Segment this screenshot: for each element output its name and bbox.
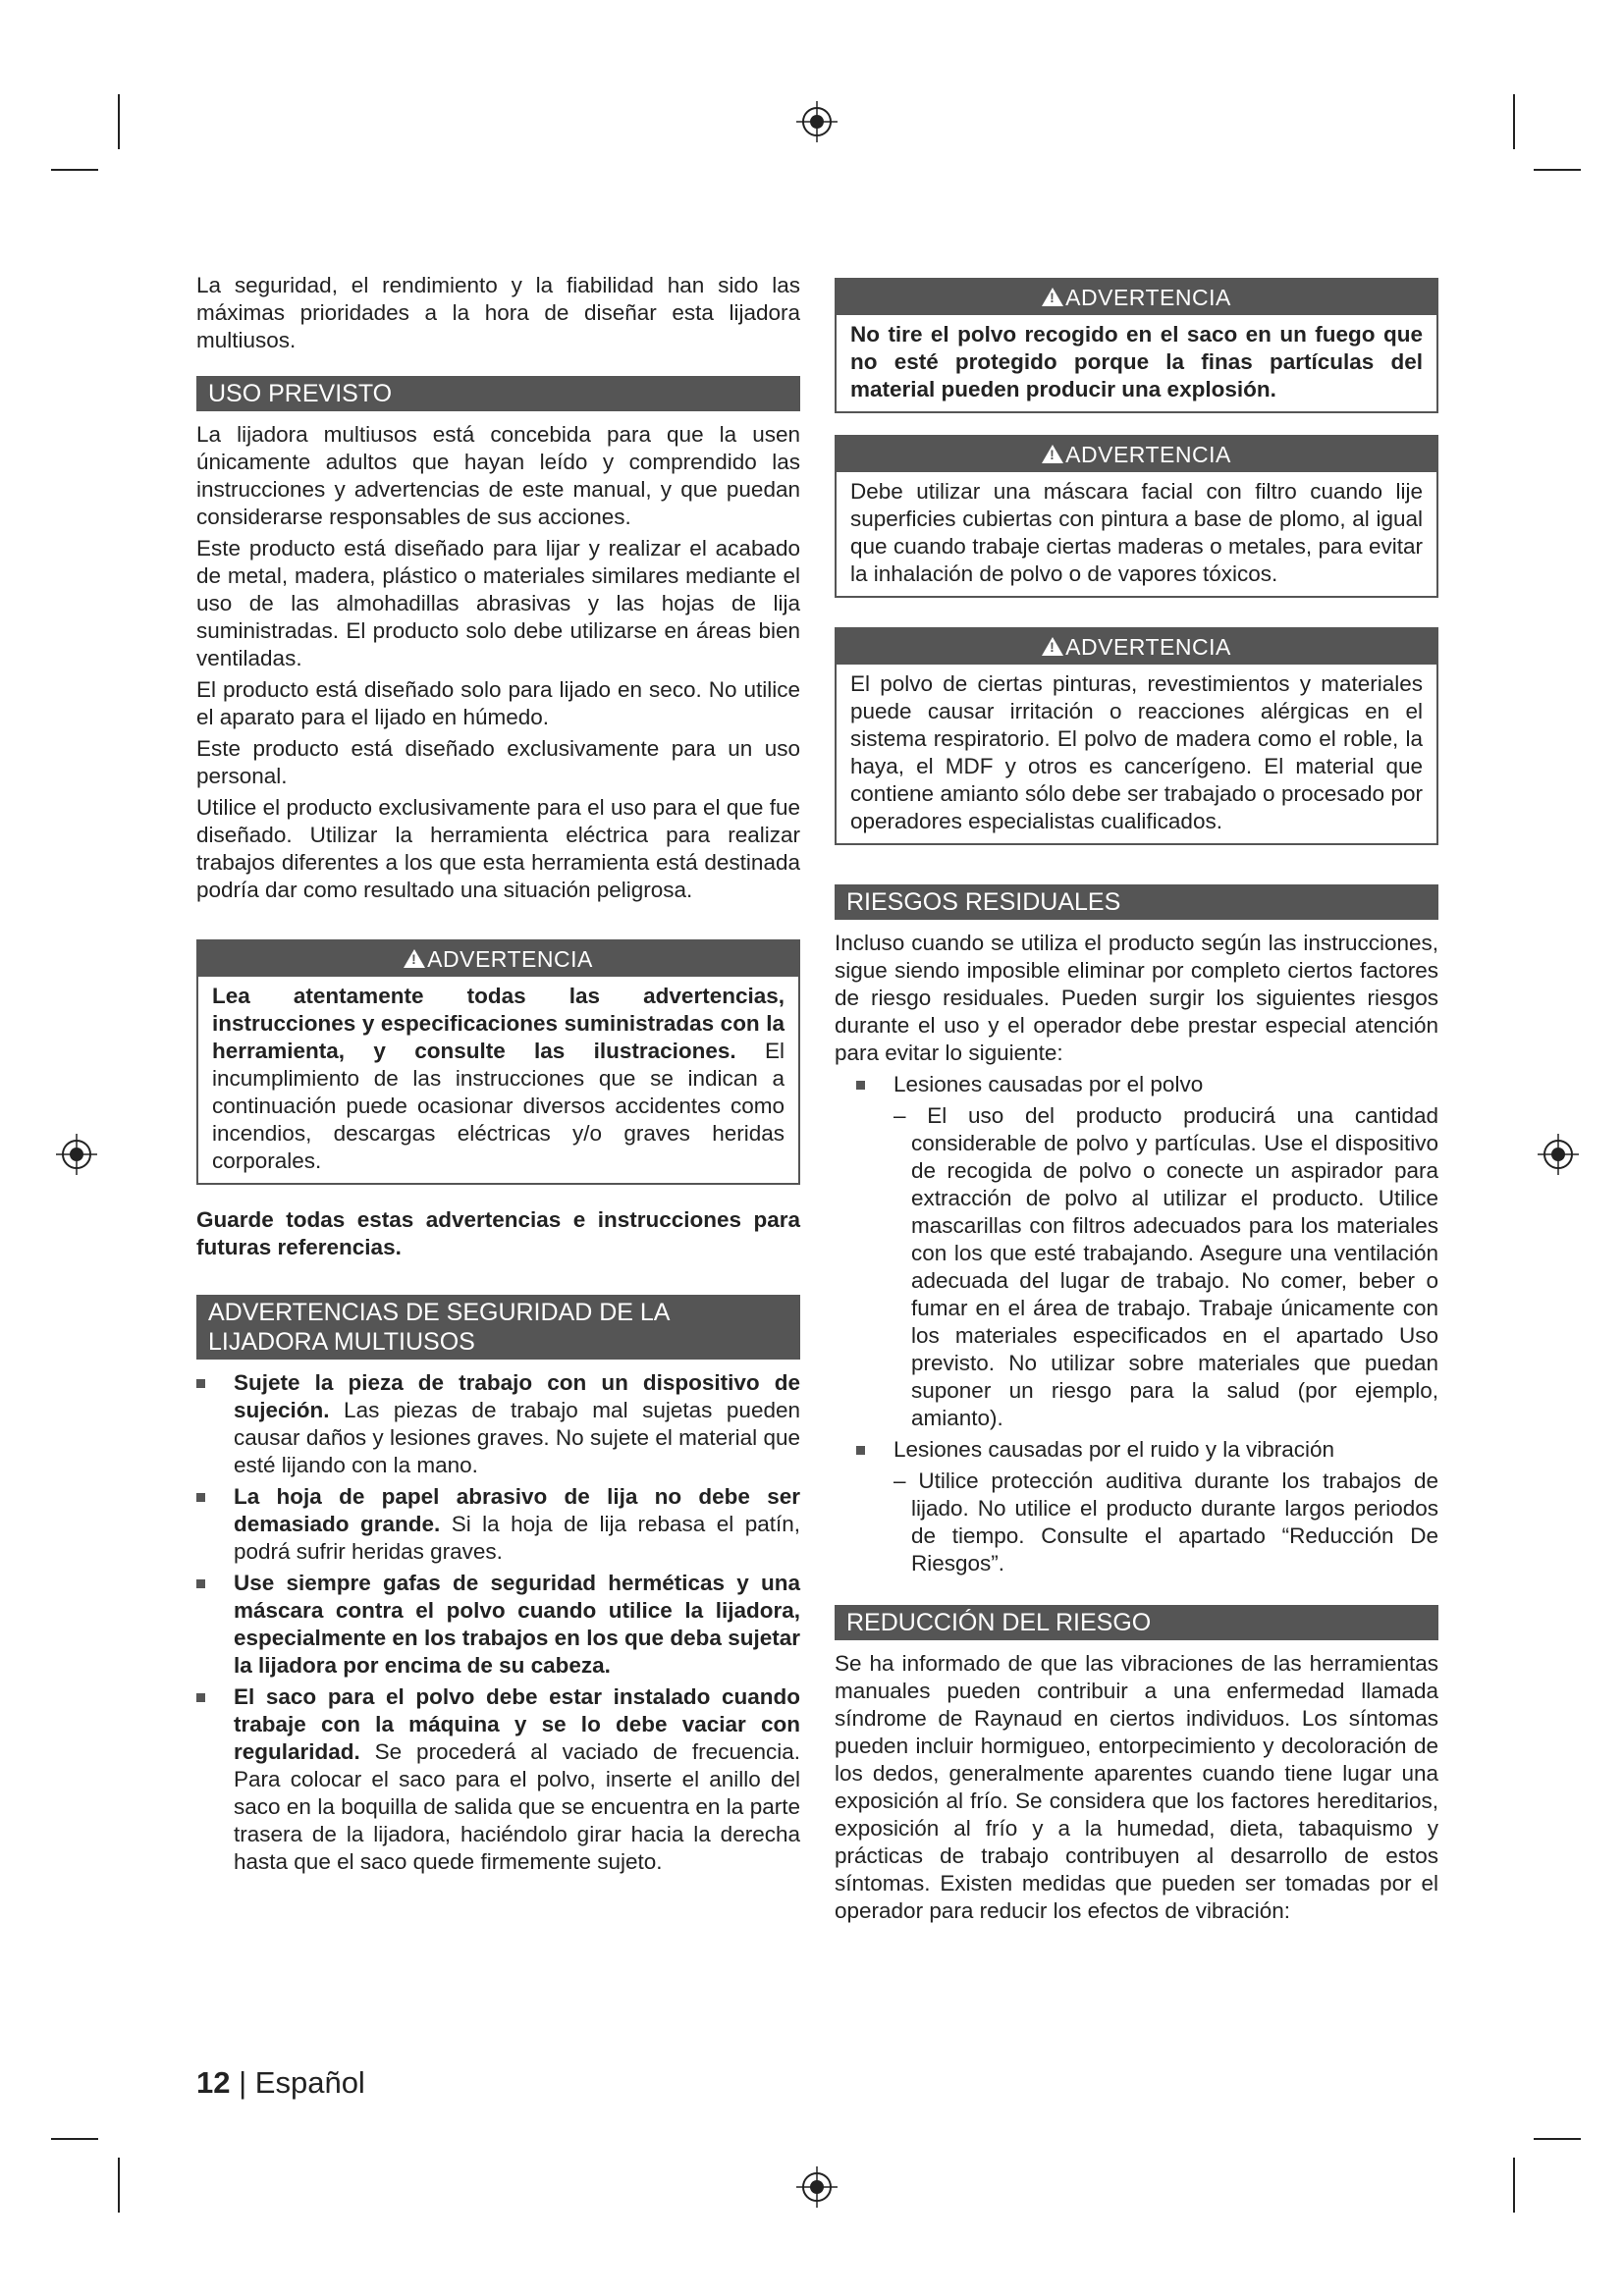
bullet-square-icon xyxy=(196,1693,205,1702)
bullet-square-icon xyxy=(196,1379,205,1388)
section-heading-reduccion-riesgo: REDUCCIÓN DEL RIESGO xyxy=(835,1605,1438,1640)
riesgos-intro: Incluso cuando se utiliza el producto según las instrucciones, sigue siendo imposible eliminar por completo ciertos factores de riesgo residuales. Pueden surgir los siguientes riesgos durante el uso y el operador debe prestar especial atención para evitar lo siguiente: xyxy=(835,931,1438,1065)
crop-mark-bottom-left-h xyxy=(51,2138,98,2140)
intro-paragraph: La seguridad, el rendimiento y la fiabilidad han sido las máximas prioridades a la hora de diseñar esta lijadora multiusos. xyxy=(196,273,800,352)
crop-mark-top-right-v xyxy=(1513,94,1515,149)
crop-mark-bottom-right-v xyxy=(1513,2158,1515,2213)
registration-mark-bottom-icon xyxy=(794,2164,839,2210)
uso-previsto-paragraph: Utilice el producto exclusivamente para el uso para el que fue diseñado. Utilizar la herramienta eléctrica para realizar trabajos diferentes a los que esta herramienta está destinada podría dar como resultado una situación peligrosa. xyxy=(196,795,800,902)
registration-mark-top-icon xyxy=(794,99,839,144)
registration-mark-left-icon xyxy=(54,1132,99,1177)
right-column xyxy=(835,278,1438,1929)
page-number: 12 xyxy=(196,2065,231,2100)
crop-mark-top-left-v xyxy=(118,94,120,149)
warning-box-main xyxy=(196,939,800,1185)
uso-previsto-paragraph: Este producto está diseñado exclusivamente para un uso personal. xyxy=(196,736,800,788)
warning-box-mask xyxy=(835,435,1438,598)
risk-detail: – El uso del producto producirá una cantidad considerable de polvo y partículas. Use el dispositivo de recogida de polvo o conecte un aspirador para extracción de polvo al utilizar el producto. Utilice mascarillas con filtros adecuados para los materiales con los que esté trabajando. Asegure una ventilación adecuada del lugar de trabajo. No comer, beber o fumar en el área de trabajo. Trabaje únicamente con los materiales especificados en el apartado Uso previsto. No utilizar sobre materiales que puedan suponer un riesgo para la salud (por ejemplo, amianto). xyxy=(893,1103,1438,1430)
uso-previsto-paragraph: Este producto está diseñado para lijar y realizar el acabado de metal, madera, plástico o materiales similares mediante el uso de las almohadillas abrasivas y las hojas de lija suministradas. El producto solo debe utilizarse en áreas bien ventiladas. xyxy=(196,536,800,670)
crop-mark-bottom-right-h xyxy=(1534,2138,1581,2140)
warning-title: !ADVERTENCIA xyxy=(837,629,1436,665)
warning-box-dust xyxy=(835,627,1438,845)
uso-previsto-paragraph: La lijadora multiusos está concebida para que la usen únicamente adultos que hayan leído y comprendido las instrucciones y advertencias de este manual, y que puedan considerarse responsables de sus acciones. xyxy=(196,422,800,529)
section-heading-uso-previsto: USO PREVISTO xyxy=(196,376,800,411)
warning-bold-text: Lea atentamente todas las advertencias, instrucciones y especificaciones suministradas con la herramienta, y consulte las ilustraciones. xyxy=(212,984,785,1063)
safety-list-item: La hoja de papel abrasivo de lija no debe ser demasiado grande. Si la hoja de lija rebasa el patín, podrá sufrir heridas graves. xyxy=(196,1483,800,1566)
warning-title: !ADVERTENCIA xyxy=(837,437,1436,472)
footer-language: Español xyxy=(254,2065,365,2100)
bullet-square-icon xyxy=(196,1579,205,1588)
risk-list-item: Lesiones causadas por el ruido y la vibración xyxy=(856,1436,1438,1464)
warning-body xyxy=(198,977,798,1183)
section-heading-riesgos-residuales: RIESGOS RESIDUALES xyxy=(835,884,1438,920)
left-column xyxy=(196,272,800,1880)
risk-list-item: Lesiones causadas por el polvo xyxy=(856,1071,1438,1098)
footer-separator: | xyxy=(239,2065,247,2100)
warning-triangle-icon xyxy=(404,949,425,968)
warning-bold-text: No tire el polvo recogido en el saco en un fuego que no esté protegido porque la finas partículas del material pueden producir una explosión. xyxy=(850,322,1423,401)
warning-text: El polvo de ciertas pinturas, revestimientos y materiales puede causar irritación o reacciones alérgicas en el sistema respiratorio. El polvo de madera como el roble, la haya, el MDF y otros es cancerígeno. El material que contiene amianto sólo debe ser trabajado o procesado por operadores especialistas cualificados. xyxy=(850,671,1423,833)
risk-detail: – Utilice protección auditiva durante los trabajos de lijado. No utilice el producto durante largos periodos de tiempo. Consulte el apartado “Reducción De Riesgos”. xyxy=(893,1468,1438,1575)
section-heading-advertencias-seguridad: ADVERTENCIAS DE SEGURIDAD DE LA LIJADORA MULTIUSOS xyxy=(196,1295,800,1360)
bullet-square-icon xyxy=(856,1081,865,1090)
warning-title: !ADVERTENCIA xyxy=(837,280,1436,315)
warning-text: El incumplimiento de las instrucciones que se indican a continuación puede ocasionar diversos accidentes como incendios, descargas eléctricas y/o graves heridas corporales. xyxy=(212,1039,785,1173)
warning-triangle-icon xyxy=(1042,637,1063,656)
warning-triangle-icon xyxy=(1042,288,1063,306)
crop-mark-bottom-left-v xyxy=(118,2158,120,2213)
warning-title: !ADVERTENCIA xyxy=(198,941,798,977)
uso-previsto-paragraph: El producto está diseñado solo para lijado en seco. No utilice el aparato para el lijado en húmedo. xyxy=(196,677,800,729)
reduccion-paragraph: Se ha informado de que las vibraciones de las herramientas manuales pueden contribuir a una enfermedad llamada síndrome de Raynaud en ciertos individuos. Los síntomas pueden incluir hormigueo, entorpecimiento y decoloración de los dedos, generalmente aparentes cuando tiene lugar una exposición al frío. Se considera que los factores hereditarios, exposición al frío y a la humedad, dieta, tabaquismo y prácticas de trabajo contribuyen al desarrollo de estos síntomas. Existen medidas que pueden ser tomadas por el operador para reducir los efectos de vibración: xyxy=(835,1651,1438,1923)
bullet-square-icon xyxy=(856,1446,865,1455)
save-instructions-note: Guarde todas estas advertencias e instrucciones para futuras referencias. xyxy=(196,1207,800,1259)
warning-box-fire xyxy=(835,278,1438,413)
crop-mark-top-left-h xyxy=(51,169,98,171)
warning-triangle-icon xyxy=(1042,445,1063,463)
warning-text: Debe utilizar una máscara facial con filtro cuando lije superficies cubiertas con pintura a base de plomo, al igual que cuando trabaje ciertas maderas o metales, para evitar la inhalación de polvo o de vapores tóxicos. xyxy=(850,479,1423,586)
safety-list-item: Use siempre gafas de seguridad herméticas y una máscara contra el polvo cuando utilice la lijadora, especialmente en los trabajos en los que deba sujetar la lijadora por encima de su cabeza. xyxy=(196,1570,800,1680)
crop-mark-top-right-h xyxy=(1534,169,1581,171)
safety-list-item: Sujete la pieza de trabajo con un dispositivo de sujeción. Las piezas de trabajo mal sujetas pueden causar daños y lesiones graves. No sujete el material que esté lijando con la mano. xyxy=(196,1369,800,1479)
page-footer xyxy=(196,2065,365,2101)
bullet-square-icon xyxy=(196,1493,205,1502)
registration-mark-right-icon xyxy=(1536,1132,1581,1177)
safety-list-item: El saco para el polvo debe estar instalado cuando trabaje con la máquina y se lo debe vaciar con regularidad. Se procederá al vaciado de frecuencia. Para colocar el saco para el polvo, inserte el anillo del saco en la boquilla de salida que se encuentra en la parte trasera de la lijadora, haciéndolo girar hacia la derecha hasta que el saco quede firmemente sujeto. xyxy=(196,1683,800,1876)
